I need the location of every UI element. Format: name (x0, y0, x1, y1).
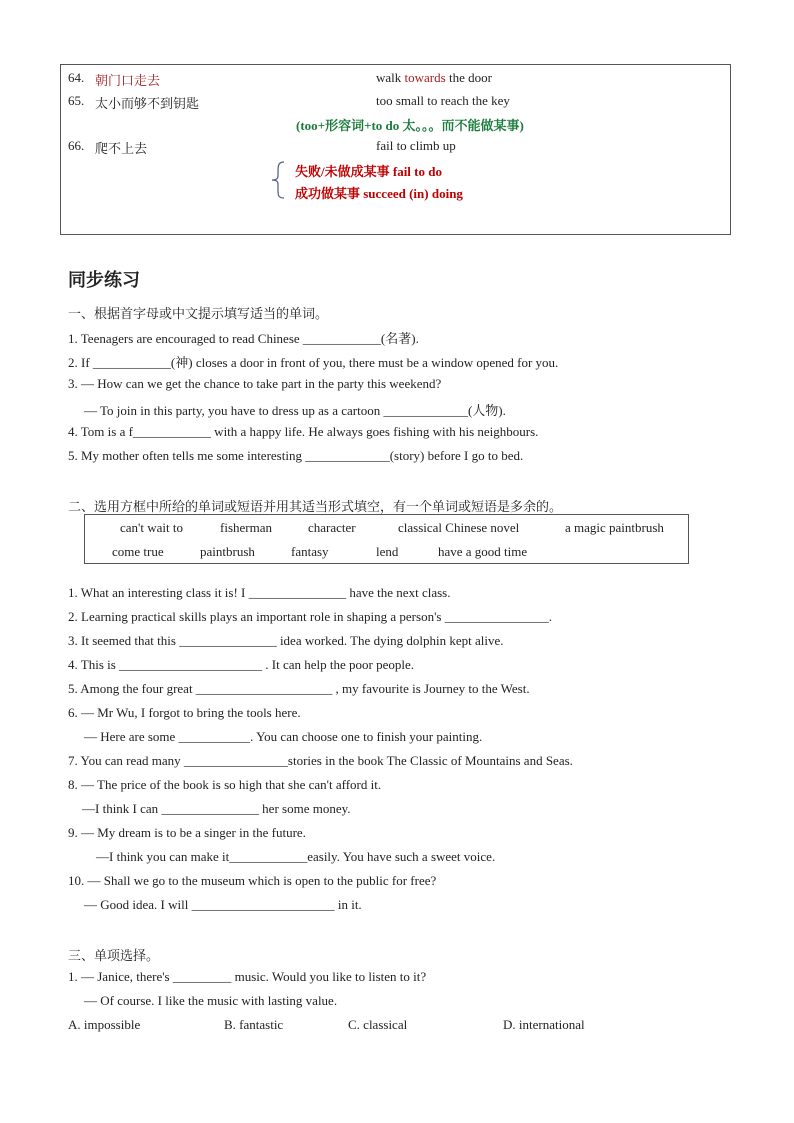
vocab-cn-65: 太小而够不到钥匙 (95, 96, 200, 111)
vocab-num-66: 66. (68, 138, 85, 153)
word-bank-item: have a good time (438, 544, 528, 559)
part2-heading: 二、选用方框中所给的单词或短语并用其适当形式填空，有一个单词或短语是多余的。 (68, 500, 563, 515)
vocab-cn-64: 朝门口走去 (95, 73, 161, 88)
page-title: 同步练习 (68, 270, 140, 291)
part2-item: 7. You can read many ________________stories in the book The Classic of Mountains and Seas. (68, 753, 573, 768)
part1-item: 5. My mother often tells me some interesting _____________(story) before I go to bed. (68, 448, 524, 463)
part2-item: 8. — The price of the book is so high that she can't afford it. (68, 777, 382, 792)
option-c: C. classical (348, 1017, 408, 1032)
part2-item: 9. — My dream is to be a singer in the future. (68, 825, 306, 840)
vocab-en-66: fail to climb up (376, 138, 456, 153)
option-d: D. international (503, 1017, 585, 1032)
vocab-cn-66: 爬不上去 (95, 141, 148, 156)
brace-line-fail: 失败/未做成某事 fail to do (295, 164, 442, 179)
part1-item: 3. — How can we get the chance to take part in the party this weekend? (68, 376, 442, 391)
part2-item: —I think I can _______________ her some money. (82, 801, 351, 816)
part3-item: 1. — Janice, there's _________ music. Would you like to listen to it? (68, 969, 427, 984)
part3-item: — Of course. I like the music with lasting value. (84, 993, 338, 1008)
option-b: B. fantastic (224, 1017, 284, 1032)
word-bank-item: fantasy (291, 544, 329, 559)
vocab-num-64: 64. (68, 70, 85, 85)
part1-item: — To join in this party, you have to dress up as a cartoon _____________(人物). (84, 403, 506, 418)
part1-item: 1. Teenagers are encouraged to read Chinese ____________(名著). (68, 331, 419, 346)
part1-item: 2. If ____________(神) closes a door in front of you, there must be a window opened for you. (68, 355, 559, 370)
word-bank-item: can't wait to (120, 520, 183, 535)
part1-item: 4. Tom is a f____________ with a happy life. He always goes fishing with his neighbours. (68, 424, 539, 439)
word-bank-item: a magic paintbrush (565, 520, 664, 535)
word-bank-item: lend (376, 544, 399, 559)
option-a: A. impossible (68, 1017, 141, 1032)
part2-item: —I think you can make it____________easily. You have such a sweet voice. (96, 849, 496, 864)
part2-item: — Good idea. I will ______________________ in it. (84, 897, 362, 912)
part2-item: 2. Learning practical skills plays an important role in shaping a person's ________________. (68, 609, 552, 624)
vocab-en-64: walk towards the door (376, 70, 492, 85)
grammar-note: (too+形容词+to do 太。。。而不能做某事) (296, 118, 524, 133)
word-bank-item: character (308, 520, 356, 535)
word-bank-item: come true (112, 544, 164, 559)
word-bank-item: fisherman (220, 520, 272, 535)
part2-item: 6. — Mr Wu, I forgot to bring the tools here. (68, 705, 301, 720)
brace-line-succeed: 成功做某事 succeed (in) doing (295, 186, 463, 201)
vocab-en-65: too small to reach the key (376, 93, 510, 108)
part2-item: — Here are some ___________. You can choose one to finish your painting. (84, 729, 483, 744)
word-bank-item: paintbrush (200, 544, 255, 559)
word-bank-item: classical Chinese novel (398, 520, 520, 535)
part2-item: 1. What an interesting class it is! I _______________ have the next class. (68, 585, 451, 600)
vocab-num-65: 65. (68, 93, 85, 108)
part3-heading: 三、单项选择。 (68, 949, 160, 964)
part2-item: 4. This is ______________________ . It can help the poor people. (68, 657, 415, 672)
curly-brace-icon (268, 160, 288, 200)
part2-item: 3. It seemed that this _______________ idea worked. The dying dolphin kept alive. (68, 633, 504, 648)
part2-item: 5. Among the four great _____________________ , my favourite is Journey to the West. (68, 681, 530, 696)
part2-item: 10. — Shall we go to the museum which is open to the public for free? (68, 873, 437, 888)
part1-heading: 一、根据首字母或中文提示填写适当的单词。 (68, 307, 329, 322)
